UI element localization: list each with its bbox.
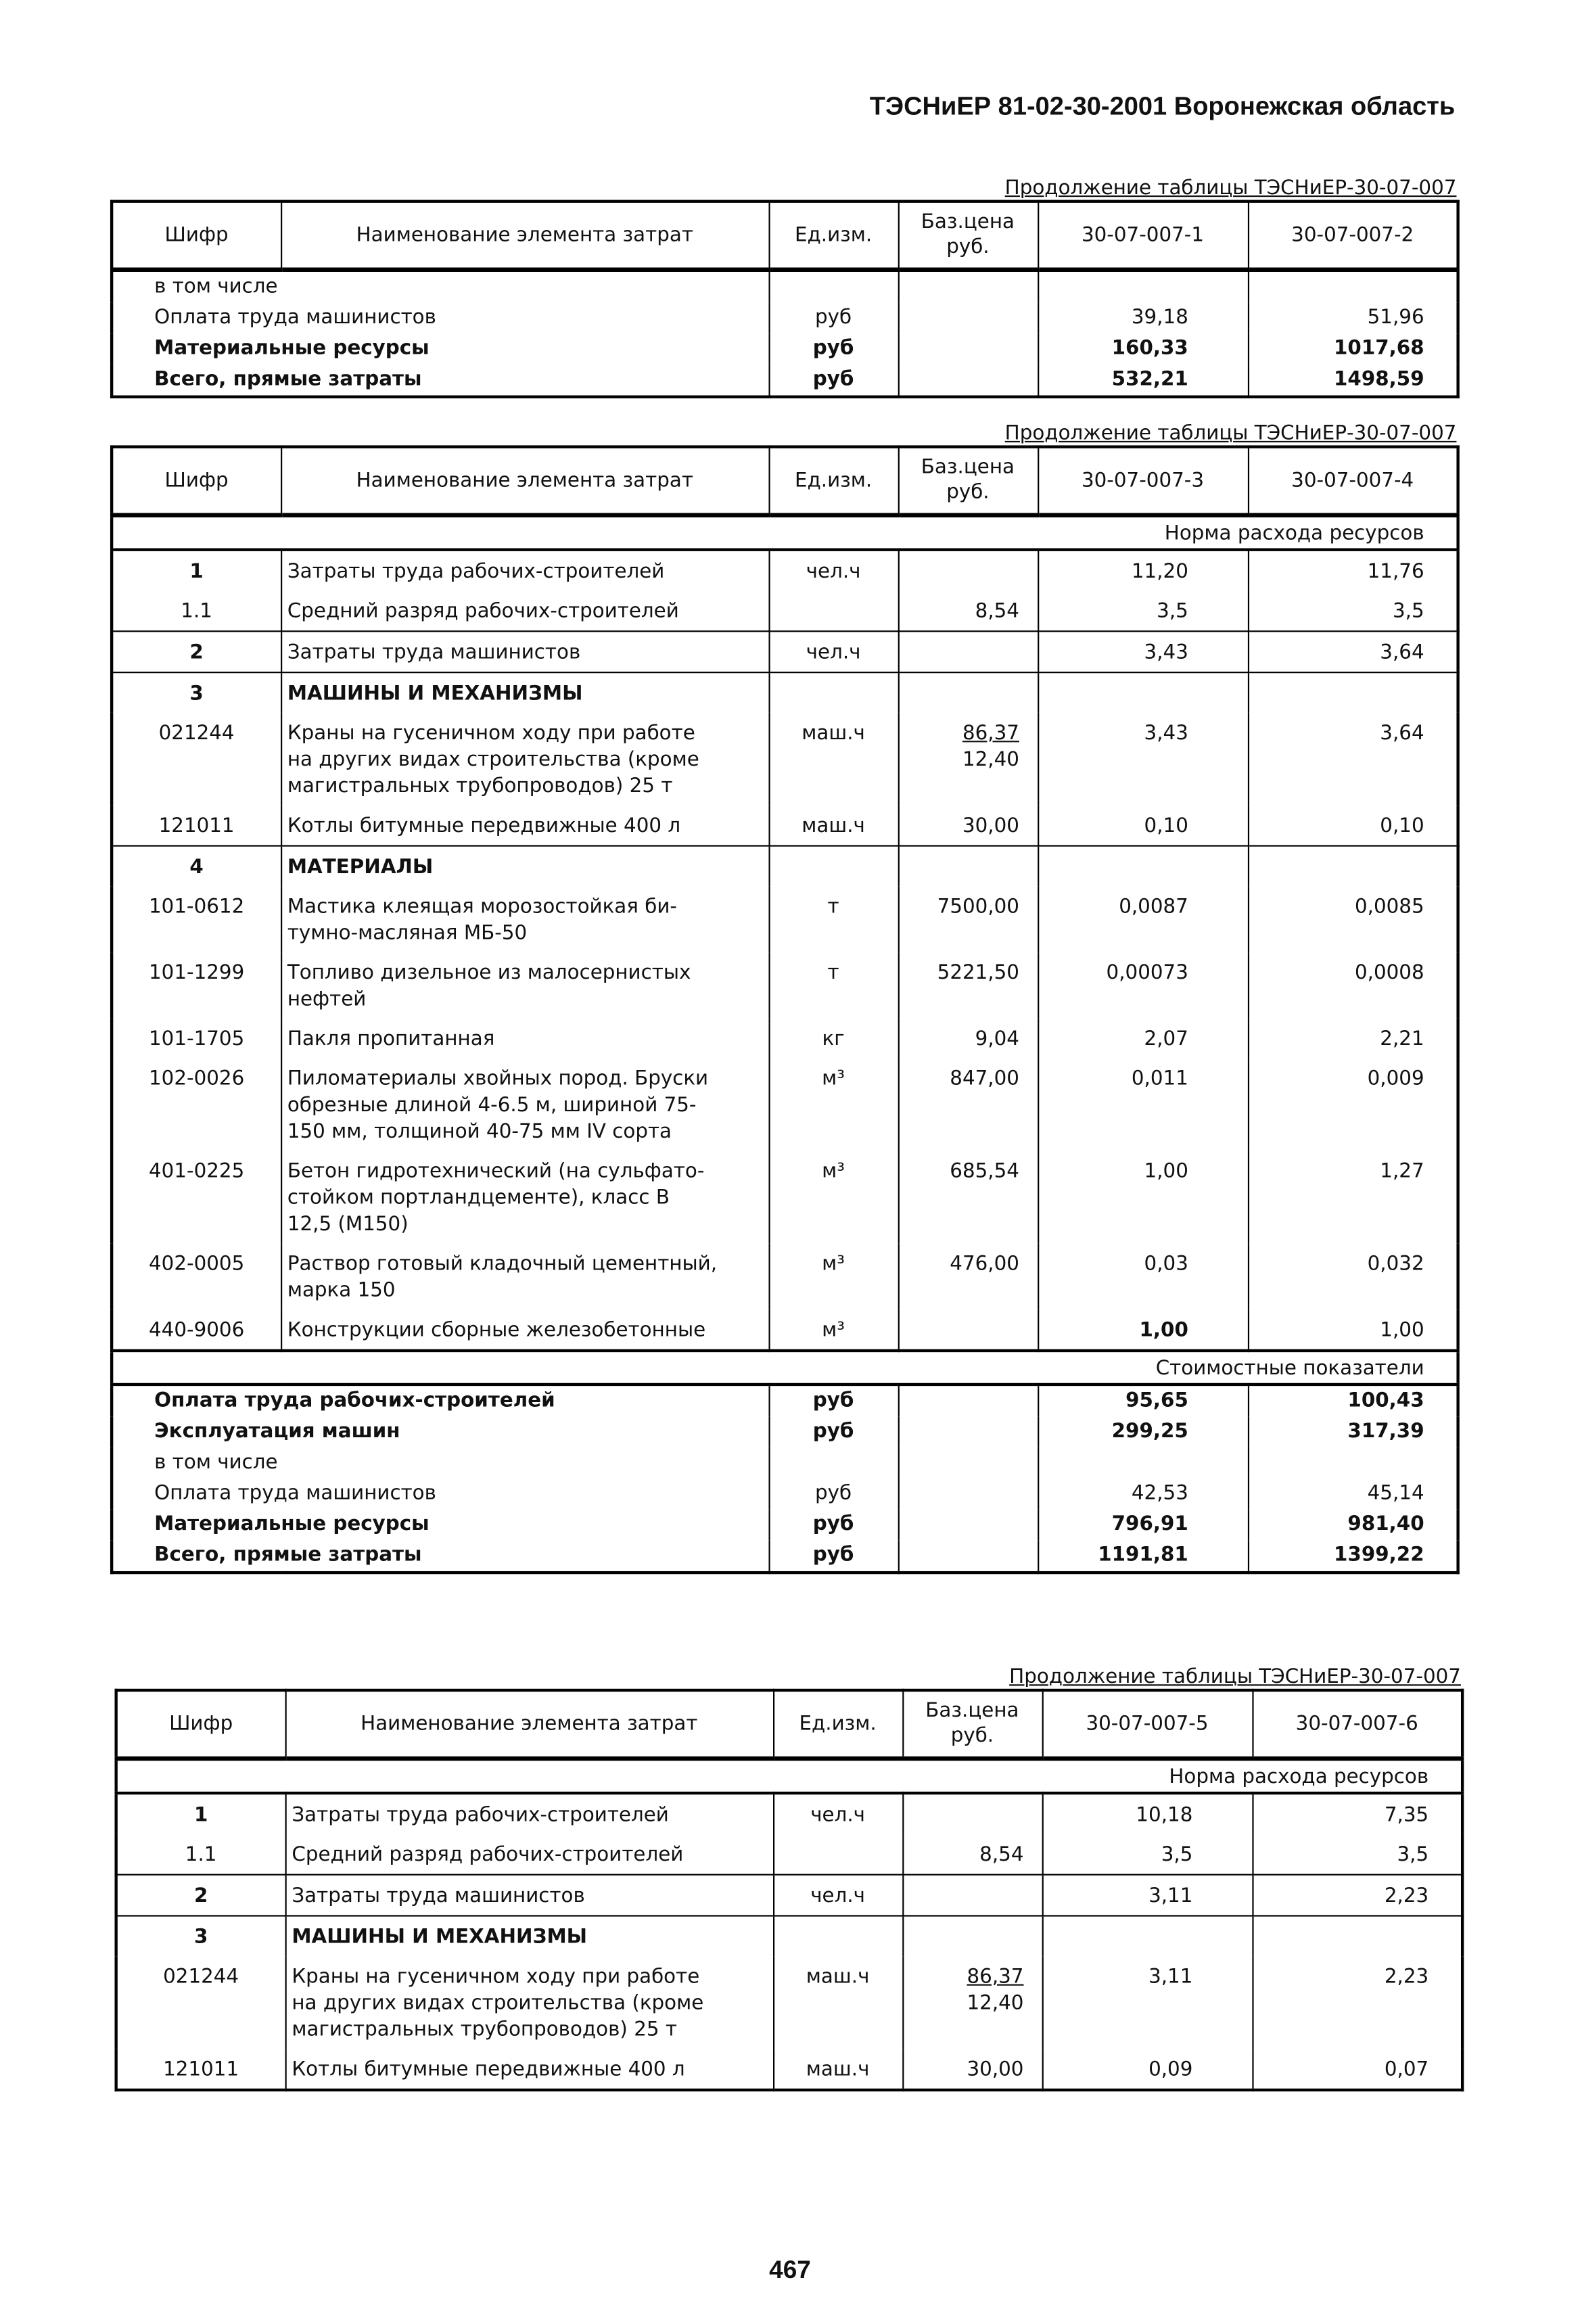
- price-cell: [898, 1540, 1038, 1573]
- summary-row: [112, 270, 1458, 303]
- summary-row: [112, 333, 1458, 365]
- unit-cell: маш.ч: [768, 713, 898, 806]
- price-cell: [898, 1510, 1038, 1541]
- unit-cell: руб: [768, 333, 898, 365]
- unit-cell: [773, 1916, 902, 1957]
- value-col1: 95,65: [1038, 1385, 1248, 1417]
- code-cell: 3: [116, 1916, 285, 1957]
- price-subvalue: 12,40: [967, 1991, 1024, 2016]
- code-cell: 021244: [116, 1956, 285, 2049]
- resource-row: [112, 1309, 1458, 1351]
- value-col2: 11,76: [1248, 550, 1458, 591]
- summary-label: Эксплуатация машин: [112, 1417, 768, 1448]
- summary-row: [112, 1385, 1458, 1417]
- value-col2: [1248, 270, 1458, 303]
- name-cell: Раствор готовый кладочный цементный, марка 150: [281, 1243, 768, 1309]
- value-col1: 299,25: [1038, 1417, 1248, 1448]
- header-code: Шифр: [112, 447, 281, 515]
- unit-cell: чел.ч: [768, 550, 898, 591]
- value-col2: 3,64: [1248, 713, 1458, 806]
- resource-row: [112, 806, 1458, 846]
- value-col2: 1399,22: [1248, 1540, 1458, 1573]
- summary-row: [112, 1479, 1458, 1510]
- price-cell: [898, 1309, 1038, 1351]
- price-cell: [902, 1956, 1042, 2049]
- value-col1: 39,18: [1038, 303, 1248, 334]
- code-cell: 101-1299: [112, 952, 281, 1019]
- header-price: Баз.цена руб.: [898, 202, 1038, 270]
- unit-cell: чел.ч: [768, 631, 898, 672]
- name-cell: МАШИНЫ И МЕХАНИЗМЫ: [281, 672, 768, 713]
- summary-row: [112, 1540, 1458, 1573]
- value-col2: 45,14: [1248, 1479, 1458, 1510]
- value-col1: 42,53: [1038, 1479, 1248, 1510]
- price-cell: 7500,00: [898, 886, 1038, 952]
- value-col1: 1191,81: [1038, 1540, 1248, 1573]
- value-col2: 0,009: [1248, 1059, 1458, 1151]
- price-cell: [902, 1793, 1042, 1834]
- name-cell: Пакля пропитанная: [281, 1019, 768, 1059]
- value-col1: [1038, 672, 1248, 713]
- code-cell: 101-1705: [112, 1019, 281, 1059]
- resource-row: [112, 1019, 1458, 1059]
- value-col2: [1248, 1447, 1458, 1479]
- value-col1: 3,5: [1042, 1834, 1253, 1875]
- value-col1: 3,5: [1038, 591, 1248, 632]
- summary-label: в том числе: [112, 270, 768, 303]
- price-value: 86,37: [967, 1965, 1024, 1989]
- code-cell: 1: [112, 550, 281, 591]
- unit-cell: [773, 1834, 902, 1875]
- value-col1: 3,11: [1042, 1875, 1253, 1916]
- price-subvalue: 12,40: [962, 748, 1019, 772]
- code-cell: 101-0612: [112, 886, 281, 952]
- header-row: [116, 1690, 1462, 1759]
- value-col1: 0,00073: [1038, 952, 1248, 1019]
- value-col2: 1,27: [1248, 1151, 1458, 1243]
- value-col2: [1252, 1916, 1462, 1957]
- cost-table: [110, 200, 1460, 398]
- unit-cell: руб: [768, 1385, 898, 1417]
- unit-cell: [768, 591, 898, 632]
- summary-label: в том числе: [112, 1447, 768, 1479]
- value-col2: 0,07: [1252, 2049, 1462, 2090]
- summary-row: [112, 1447, 1458, 1479]
- summary-row: [112, 1510, 1458, 1541]
- resource-row: [116, 2049, 1462, 2090]
- price-cell: [898, 672, 1038, 713]
- unit-cell: руб: [768, 1417, 898, 1448]
- value-col1: 160,33: [1038, 333, 1248, 365]
- header-row: [112, 202, 1458, 270]
- table-caption-text: Продолжение таблицы ТЭСНиЕР-30-07-007: [1004, 421, 1457, 446]
- name-cell: Котлы битумные передвижные 400 л: [281, 806, 768, 846]
- code-cell: 2: [116, 1875, 285, 1916]
- summary-row: [112, 1417, 1458, 1448]
- header-row: [112, 447, 1458, 515]
- unit-cell: кг: [768, 1019, 898, 1059]
- name-cell: Топливо дизельное из малосернистых нефтей: [281, 952, 768, 1019]
- name-cell: МАТЕРИАЛЫ: [281, 846, 768, 887]
- price-cell: [898, 846, 1038, 887]
- unit-cell: руб: [768, 1479, 898, 1510]
- value-col1: 0,011: [1038, 1059, 1248, 1151]
- name-cell: Затраты труда машинистов: [285, 1875, 773, 1916]
- code-cell: 021244: [112, 713, 281, 806]
- price-cell: [898, 1417, 1038, 1448]
- table-caption-text: Продолжение таблицы ТЭСНиЕР-30-07-007: [1004, 176, 1457, 200]
- value-col2: [1248, 846, 1458, 887]
- header-code: Шифр: [112, 202, 281, 270]
- unit-cell: м³: [768, 1151, 898, 1243]
- price-cell: 5221,50: [898, 952, 1038, 1019]
- value-col1: 3,43: [1038, 631, 1248, 672]
- value-col2: 981,40: [1248, 1510, 1458, 1541]
- value-col2: 51,96: [1248, 303, 1458, 334]
- unit-cell: м³: [768, 1309, 898, 1351]
- resource-row: [112, 1059, 1458, 1151]
- resource-row: [112, 952, 1458, 1019]
- table-caption: [110, 177, 1456, 200]
- table-caption: [110, 422, 1456, 446]
- price-value: 86,37: [962, 721, 1019, 745]
- section-banner: Норма расхода ресурсов: [112, 515, 1458, 550]
- name-cell: Затраты труда машинистов: [281, 631, 768, 672]
- value-col1: [1038, 1447, 1248, 1479]
- summary-label: Оплата труда машинистов: [112, 1479, 768, 1510]
- code-cell: 1.1: [116, 1834, 285, 1875]
- name-cell: Мастика клеящая морозостойкая би- тумно-масляная МБ-50: [281, 886, 768, 952]
- document-title: ТЭСНиЕР 81-02-30-2001 Воронежская область: [869, 91, 1456, 121]
- summary-label: Материальные ресурсы: [112, 1510, 768, 1541]
- section-banner: Норма расхода ресурсов: [116, 1759, 1462, 1793]
- resource-row: [116, 1956, 1462, 2049]
- value-col2: 0,032: [1248, 1243, 1458, 1309]
- cost-table: [110, 445, 1460, 1574]
- name-cell: Краны на гусеничном ходу при работе на других видах строительства (кроме магистральных трубопроводов) 25 т: [281, 713, 768, 806]
- summary-row: [112, 303, 1458, 334]
- unit-cell: м³: [768, 1243, 898, 1309]
- code-cell: 4: [112, 846, 281, 887]
- name-cell: Котлы битумные передвижные 400 л: [285, 2049, 773, 2090]
- resource-row: [112, 550, 1458, 591]
- resource-row: [112, 886, 1458, 952]
- name-cell: Краны на гусеничном ходу при работе на других видах строительства (кроме магистральных трубопроводов) 25 т: [285, 1956, 773, 2049]
- header-name: Наименование элемента затрат: [281, 202, 768, 270]
- table-caption: [114, 1665, 1460, 1689]
- value-col2: 317,39: [1248, 1417, 1458, 1448]
- resource-row: [112, 846, 1458, 887]
- name-cell: Средний разряд рабочих-строителей: [281, 591, 768, 632]
- section-banner-row: [112, 1351, 1458, 1385]
- value-col2: 0,0085: [1248, 886, 1458, 952]
- summary-label: Оплата труда рабочих-строителей: [112, 1385, 768, 1417]
- code-cell: 121011: [112, 806, 281, 846]
- price-cell: [898, 1385, 1038, 1417]
- header-price: Баз.цена руб.: [898, 447, 1038, 515]
- summary-label: Всего, прямые затраты: [112, 1540, 768, 1573]
- value-col1: 1,00: [1038, 1151, 1248, 1243]
- page-number: 467: [769, 2256, 811, 2284]
- header-col1: 30-07-007-1: [1038, 202, 1248, 270]
- value-col1: 2,07: [1038, 1019, 1248, 1059]
- value-col1: 0,03: [1038, 1243, 1248, 1309]
- resource-row: [112, 672, 1458, 713]
- resource-row: [112, 713, 1458, 806]
- price-cell: [898, 1479, 1038, 1510]
- header-name: Наименование элемента затрат: [285, 1690, 773, 1759]
- name-cell: Средний разряд рабочих-строителей: [285, 1834, 773, 1875]
- value-col2: 0,0008: [1248, 952, 1458, 1019]
- unit-cell: чел.ч: [773, 1793, 902, 1834]
- name-cell: Затраты труда рабочих-строителей: [281, 550, 768, 591]
- unit-cell: маш.ч: [773, 1956, 902, 2049]
- price-cell: [898, 550, 1038, 591]
- price-cell: 476,00: [898, 1243, 1038, 1309]
- cost-table-2: [110, 422, 1456, 1575]
- resource-row: [112, 631, 1458, 672]
- value-col1: 10,18: [1042, 1793, 1253, 1834]
- price-cell: 9,04: [898, 1019, 1038, 1059]
- unit-cell: маш.ч: [768, 806, 898, 846]
- resource-row: [116, 1875, 1462, 1916]
- price-cell: [898, 713, 1038, 806]
- price-cell: 8,54: [902, 1834, 1042, 1875]
- value-col1: 0,09: [1042, 2049, 1253, 2090]
- code-cell: 402-0005: [112, 1243, 281, 1309]
- unit-cell: м³: [768, 1059, 898, 1151]
- value-col2: 2,21: [1248, 1019, 1458, 1059]
- section-banner: Стоимостные показатели: [112, 1351, 1458, 1385]
- price-cell: [898, 631, 1038, 672]
- summary-label: Материальные ресурсы: [112, 333, 768, 365]
- value-col1: 0,0087: [1038, 886, 1248, 952]
- value-col1: 0,10: [1038, 806, 1248, 846]
- value-col2: 7,35: [1252, 1793, 1462, 1834]
- summary-label: Оплата труда машинистов: [112, 303, 768, 334]
- unit-cell: т: [768, 952, 898, 1019]
- resource-row: [116, 1834, 1462, 1875]
- value-col1: 3,43: [1038, 713, 1248, 806]
- header-col2: 30-07-007-6: [1252, 1690, 1462, 1759]
- resource-row: [112, 1243, 1458, 1309]
- value-col1: 1,00: [1038, 1309, 1248, 1351]
- price-cell: [898, 333, 1038, 365]
- header-col1: 30-07-007-3: [1038, 447, 1248, 515]
- code-cell: 1: [116, 1793, 285, 1834]
- summary-row: [112, 365, 1458, 397]
- value-col1: [1038, 270, 1248, 303]
- price-cell: 847,00: [898, 1059, 1038, 1151]
- code-cell: 2: [112, 631, 281, 672]
- cost-table: [114, 1689, 1464, 2091]
- cost-table-3: [114, 1665, 1460, 2091]
- unit-cell: маш.ч: [773, 2049, 902, 2090]
- unit-cell: чел.ч: [773, 1875, 902, 1916]
- value-col2: [1248, 672, 1458, 713]
- header-col2: 30-07-007-4: [1248, 447, 1458, 515]
- unit-cell: [768, 846, 898, 887]
- price-cell: [898, 303, 1038, 334]
- value-col1: 3,11: [1042, 1956, 1253, 2049]
- price-cell: [902, 1916, 1042, 1957]
- resource-row: [112, 591, 1458, 632]
- code-cell: 1.1: [112, 591, 281, 632]
- header-col2: 30-07-007-2: [1248, 202, 1458, 270]
- value-col2: 2,23: [1252, 1875, 1462, 1916]
- code-cell: 3: [112, 672, 281, 713]
- header-unit: Ед.изм.: [773, 1690, 902, 1759]
- resource-row: [116, 1916, 1462, 1957]
- code-cell: 102-0026: [112, 1059, 281, 1151]
- value-col2: 100,43: [1248, 1385, 1458, 1417]
- code-cell: 440-9006: [112, 1309, 281, 1351]
- resource-row: [112, 1151, 1458, 1243]
- value-col2: 2,23: [1252, 1956, 1462, 2049]
- price-cell: 30,00: [902, 2049, 1042, 2090]
- name-cell: Пиломатериалы хвойных пород. Бруски обрезные длиной 4-6.5 м, шириной 75- 150 мм, толщиной 40-75 мм IV сорта: [281, 1059, 768, 1151]
- unit-cell: руб: [768, 1540, 898, 1573]
- price-cell: [898, 1447, 1038, 1479]
- unit-cell: руб: [768, 365, 898, 397]
- section-banner-row: [116, 1759, 1462, 1793]
- unit-cell: [768, 270, 898, 303]
- header-col1: 30-07-007-5: [1042, 1690, 1253, 1759]
- section-banner-row: [112, 515, 1458, 550]
- unit-cell: руб: [768, 1510, 898, 1541]
- unit-cell: руб: [768, 303, 898, 334]
- header-unit: Ед.изм.: [768, 447, 898, 515]
- value-col2: 1,00: [1248, 1309, 1458, 1351]
- unit-cell: [768, 1447, 898, 1479]
- name-cell: Затраты труда рабочих-строителей: [285, 1793, 773, 1834]
- header-name: Наименование элемента затрат: [281, 447, 768, 515]
- table-caption-text: Продолжение таблицы ТЭСНиЕР-30-07-007: [1009, 1665, 1461, 1689]
- resource-row: [116, 1793, 1462, 1834]
- value-col2: 3,5: [1252, 1834, 1462, 1875]
- unit-cell: т: [768, 886, 898, 952]
- name-cell: Конструкции сборные железобетонные: [281, 1309, 768, 1351]
- price-cell: 8,54: [898, 591, 1038, 632]
- value-col2: 3,5: [1248, 591, 1458, 632]
- value-col2: 3,64: [1248, 631, 1458, 672]
- value-col2: 0,10: [1248, 806, 1458, 846]
- unit-cell: [768, 672, 898, 713]
- code-cell: 121011: [116, 2049, 285, 2090]
- value-col1: 532,21: [1038, 365, 1248, 397]
- value-col1: 11,20: [1038, 550, 1248, 591]
- price-cell: [898, 270, 1038, 303]
- value-col1: [1042, 1916, 1253, 1957]
- value-col1: 796,91: [1038, 1510, 1248, 1541]
- value-col2: 1498,59: [1248, 365, 1458, 397]
- cost-table-1: [110, 177, 1456, 398]
- price-cell: 30,00: [898, 806, 1038, 846]
- price-cell: [898, 365, 1038, 397]
- header-unit: Ед.изм.: [768, 202, 898, 270]
- header-price: Баз.цена руб.: [902, 1690, 1042, 1759]
- header-code: Шифр: [116, 1690, 285, 1759]
- value-col2: 1017,68: [1248, 333, 1458, 365]
- value-col1: [1038, 846, 1248, 887]
- name-cell: МАШИНЫ И МЕХАНИЗМЫ: [285, 1916, 773, 1957]
- code-cell: 401-0225: [112, 1151, 281, 1243]
- price-cell: [902, 1875, 1042, 1916]
- price-cell: 685,54: [898, 1151, 1038, 1243]
- name-cell: Бетон гидротехнический (на сульфато- стойком портландцементе), класс В 12,5 (М150): [281, 1151, 768, 1243]
- summary-label: Всего, прямые затраты: [112, 365, 768, 397]
